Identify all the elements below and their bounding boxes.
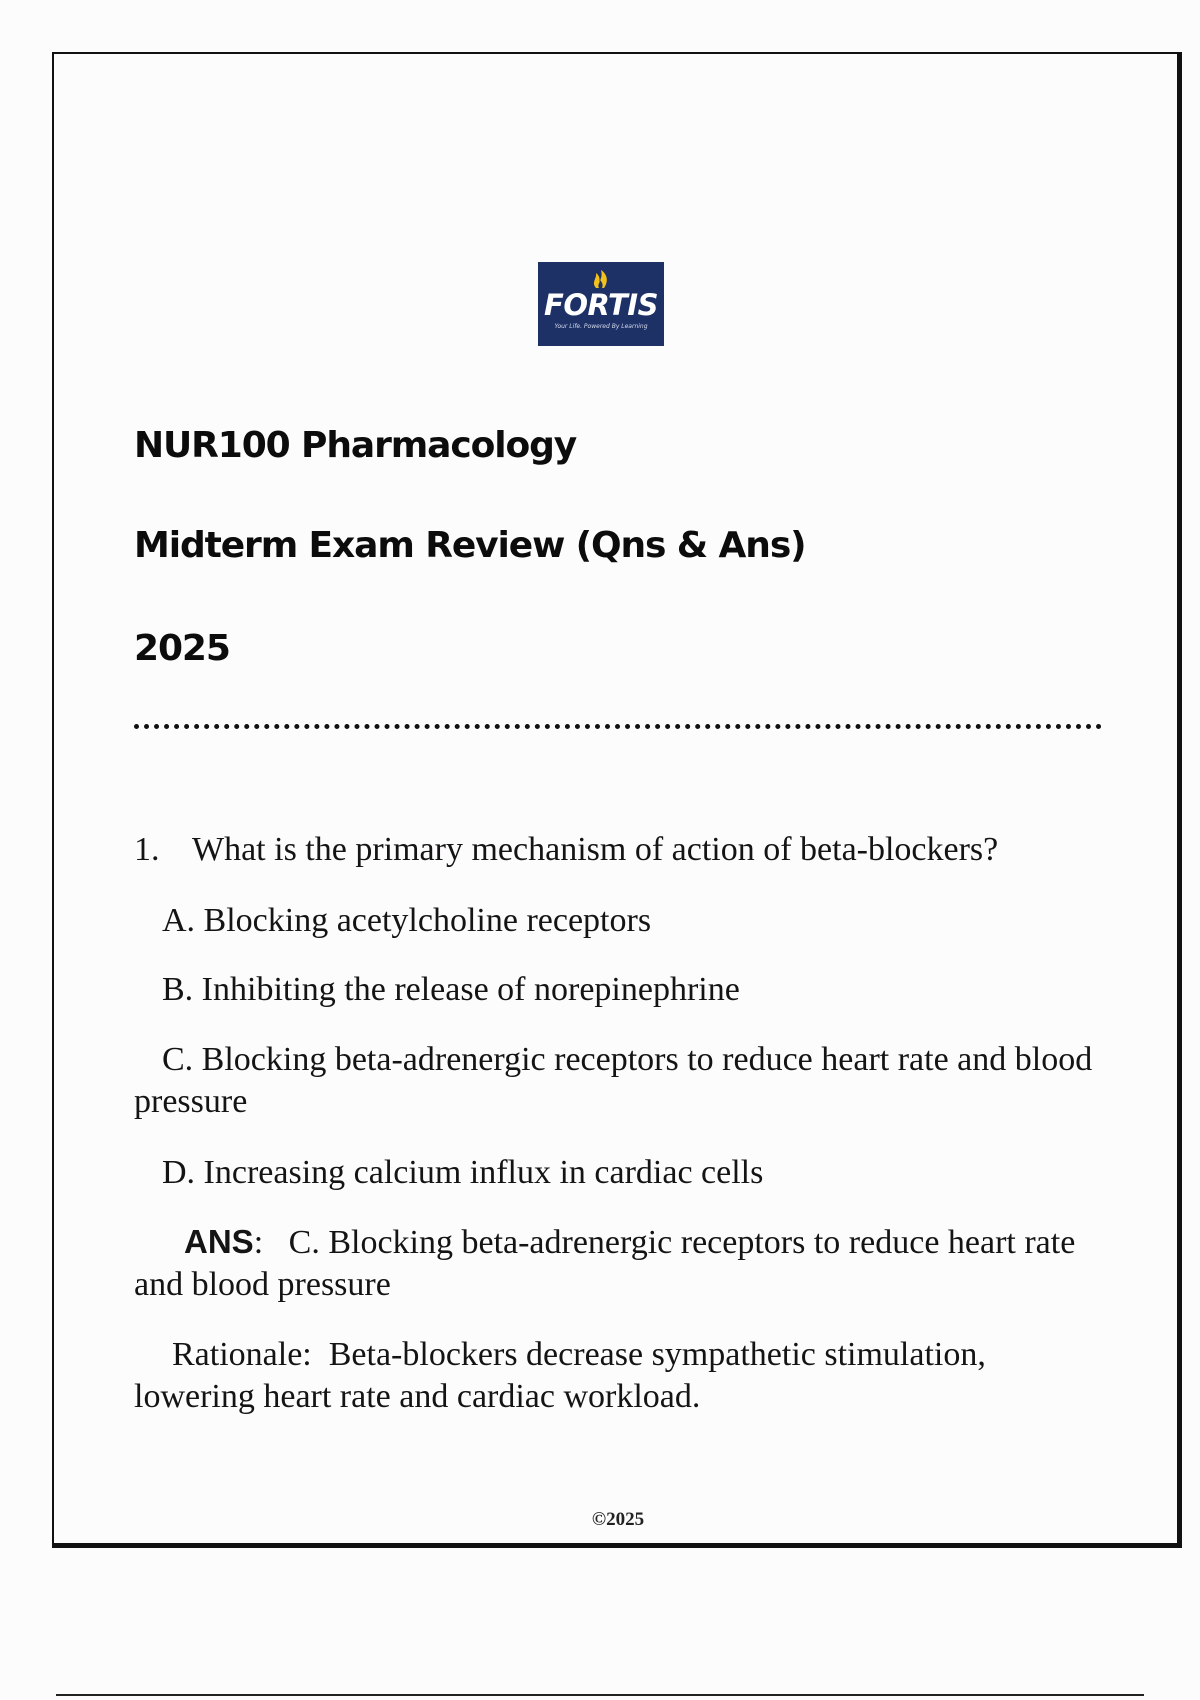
question-text: What is the primary mechanism of action of beta-blockers? <box>192 831 999 868</box>
question-stem <box>134 829 1094 871</box>
option-a: A. Blocking acetylcholine receptors <box>162 902 652 939</box>
fortis-logo <box>538 262 664 346</box>
rationale-text: Beta-blockers decrease sympathetic stimulation, lowering heart rate and cardiac workload. <box>134 1336 986 1415</box>
copyright-footer: ©2025 <box>591 1509 645 1530</box>
flame-icon <box>588 268 614 290</box>
question-number: 1. <box>134 831 160 868</box>
course-heading: NUR100 Pharmacology <box>134 425 577 466</box>
dotted-divider <box>134 724 1102 729</box>
option-c: C. Blocking beta-adrenergic receptors to reduce heart rate and blood pressure <box>134 1041 1093 1120</box>
logo-wordmark: FORTIS <box>544 287 658 322</box>
option-b: B. Inhibiting the release of norepinephrine <box>162 971 740 1008</box>
bottom-rule <box>56 1694 1144 1696</box>
answer-label: ANS <box>184 1223 254 1260</box>
document-title: Midterm Exam Review (Qns & Ans) <box>134 525 806 566</box>
option-d: D. Increasing calcium influx in cardiac cells <box>162 1154 764 1191</box>
logo-tagline: Your Life. Powered By Learning <box>554 322 648 330</box>
year-heading: 2025 <box>134 628 230 669</box>
rationale-line <box>134 1334 1094 1418</box>
rationale-label: Rationale: <box>172 1336 312 1373</box>
answer-line: ANS: C. Blocking beta-adrenergic receptors to reduce heart rate and blood pressure <box>134 1223 1076 1303</box>
answer-text: C. Blocking beta-adrenergic receptors to reduce heart rate and blood pressure <box>134 1224 1076 1303</box>
